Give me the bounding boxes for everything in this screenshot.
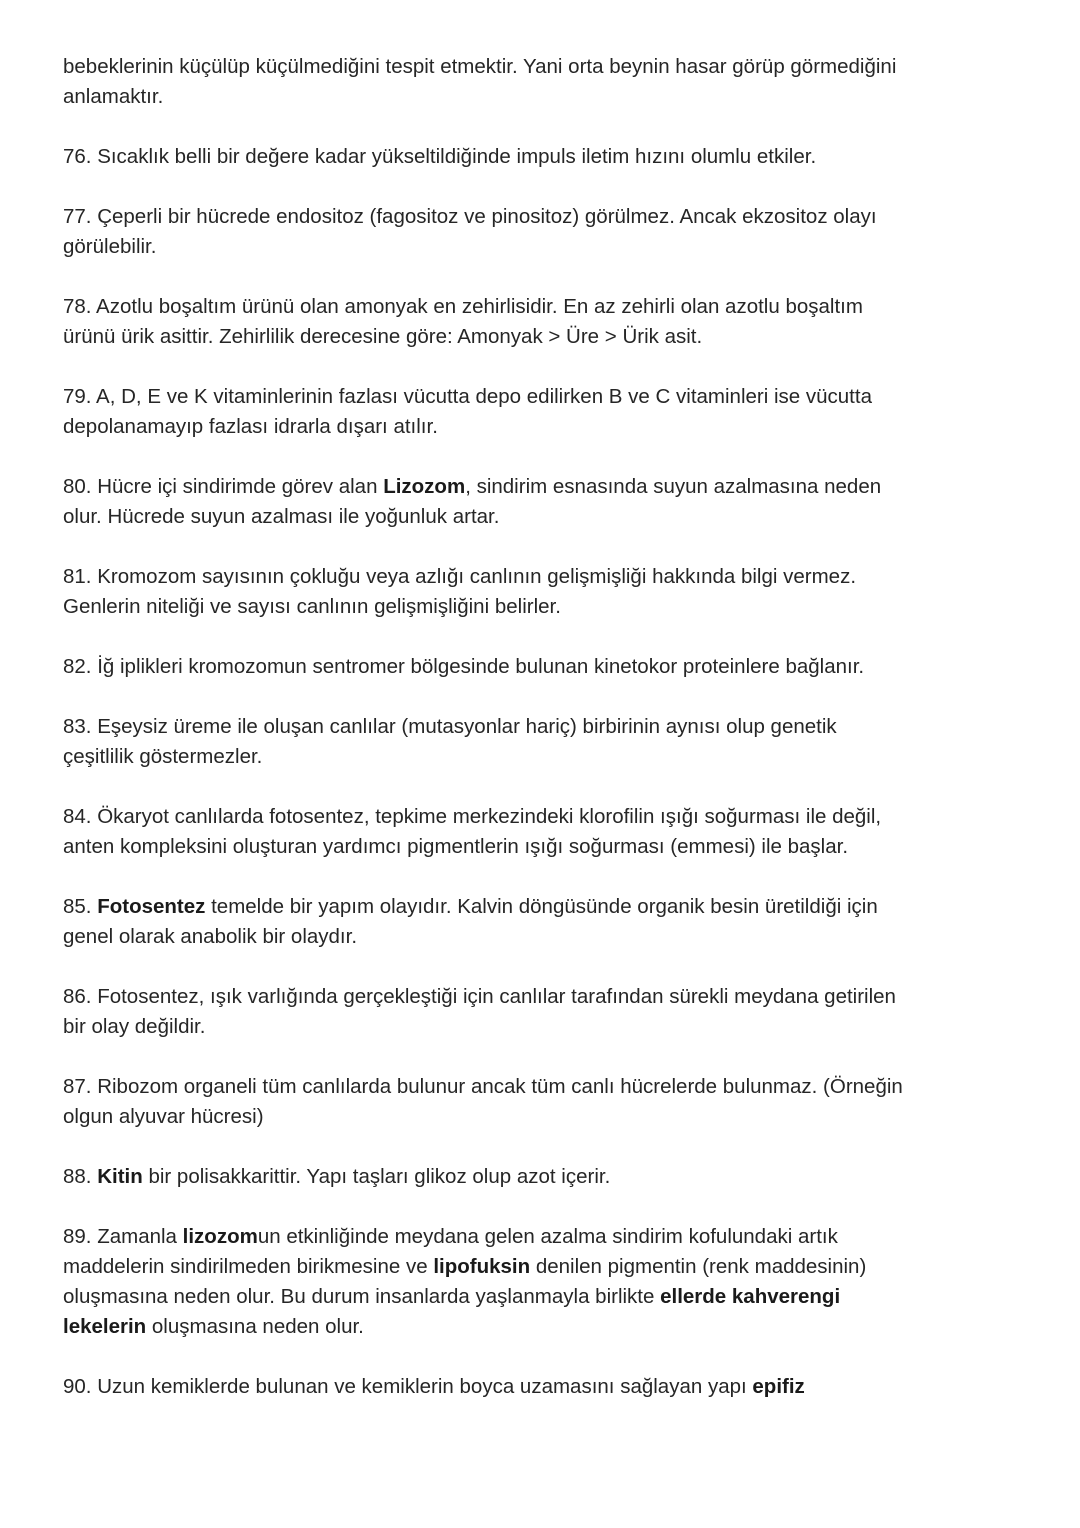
paragraph-86: [63, 982, 903, 1042]
paragraph-88: [63, 1162, 903, 1192]
paragraph-83: [63, 712, 903, 772]
paragraph-78: [63, 292, 903, 352]
bold-term: ellerde kahverengi lekelerin: [63, 1285, 841, 1338]
bold-term: epifiz: [752, 1375, 805, 1398]
paragraph-87: [63, 1072, 903, 1132]
text-segment: denilen pigmentin (renk maddesinin) oluşmasına neden olur. Bu durum insanlarda yaşlanmayla birlikte: [63, 1255, 867, 1308]
text-segment: 84. Ökaryot canlılarda fotosentez, tepkime merkezindeki klorofilin ışığı soğurması ile değil, anten kompleksini oluşturan yardımcı pigmentlerin ışığı soğurması (emmesi) ile başlar.: [63, 805, 882, 858]
text-segment: 83. Eşeysiz üreme ile oluşan canlılar (mutasyonlar hariç) birbirinin aynısı olup genetik çeşitlilik göstermezler.: [63, 715, 837, 768]
document-body: [63, 52, 903, 1432]
paragraph-76: [63, 142, 903, 172]
paragraph-77: [63, 202, 903, 262]
paragraph-84: [63, 802, 903, 862]
bold-term: lizozom: [182, 1225, 258, 1248]
text-segment: 85.: [63, 895, 98, 918]
text-segment: 79. A, D, E ve K vitaminlerinin fazlası vücutta depo edilirken B ve C vitaminleri ise vücutta depolanamayıp fazlası idrarla dışarı atılır.: [63, 385, 872, 438]
paragraph-85: [63, 892, 903, 952]
bold-term: lipofuksin: [433, 1255, 531, 1278]
bold-term: Fotosentez: [97, 895, 206, 918]
paragraph-81: [63, 562, 903, 622]
text-segment: 87. Ribozom organeli tüm canlılarda bulunur ancak tüm canlı hücrelerde bulunmaz. (Örneğin olgun alyuvar hücresi): [63, 1075, 903, 1128]
text-segment: 76. Sıcaklık belli bir değere kadar yükseltildiğinde impuls iletim hızını olumlu etkiler.: [63, 145, 817, 168]
paragraph-80: [63, 472, 903, 532]
paragraph-79: [63, 382, 903, 442]
text-segment: 77. Çeperli bir hücrede endositoz (fagositoz ve pinositoz) görülmez. Ancak ekzositoz olayı görülebilir.: [63, 205, 877, 258]
text-segment: un etkinliğinde meydana gelen azalma sindirim kofulundaki artık maddelerin sindirilmeden birikmesine ve: [63, 1225, 838, 1278]
text-segment: 89. Zamanla: [63, 1225, 183, 1248]
text-segment: bir polisakkarittir. Yapı taşları glikoz olup azot içerir.: [142, 1165, 611, 1188]
paragraph-89: [63, 1222, 903, 1342]
text-segment: 82. İğ iplikleri kromozomun sentromer bölgesinde bulunan kinetokor proteinlere bağlanır.: [63, 655, 865, 678]
text-segment: 88.: [63, 1165, 98, 1188]
text-segment: 86. Fotosentez, ışık varlığında gerçekleştiği için canlılar tarafından sürekli meydana getirilen bir olay değildir.: [63, 985, 896, 1038]
paragraph-intro: [63, 52, 903, 112]
text-segment: 80. Hücre içi sindirimde görev alan: [63, 475, 384, 498]
text-segment: , sindirim esnasında suyun azalmasına neden olur. Hücrede suyun azalması ile yoğunluk artar.: [63, 475, 882, 528]
text-segment: 81. Kromozom sayısının çokluğu veya azlığı canlının gelişmişliği hakkında bilgi vermez. Genlerin niteliği ve sayısı canlının gelişmişliğini belirler.: [63, 565, 857, 618]
paragraph-90: [63, 1372, 903, 1402]
text-segment: 90. Uzun kemiklerde bulunan ve kemiklerin boyca uzamasını sağlayan yapı: [63, 1375, 753, 1398]
bold-term: Lizozom: [383, 475, 466, 498]
text-segment: oluşmasına neden olur.: [146, 1315, 364, 1338]
text-segment: temelde bir yapım olayıdır. Kalvin döngüsünde organik besin üretildiği için genel olarak anabolik bir olaydır.: [63, 895, 878, 948]
bold-term: Kitin: [97, 1165, 143, 1188]
text-segment: 78. Azotlu boşaltım ürünü olan amonyak en zehirlisidir. En az zehirli olan azotlu boşaltım ürünü ürik asittir. Zehirlilik derecesine göre: Amonyak > Üre > Ürik asit.: [63, 295, 863, 348]
text-segment: bebeklerinin küçülüp küçülmediğini tespit etmektir. Yani orta beynin hasar görüp görmediğini anlamaktır.: [63, 55, 897, 108]
paragraph-82: [63, 652, 903, 682]
